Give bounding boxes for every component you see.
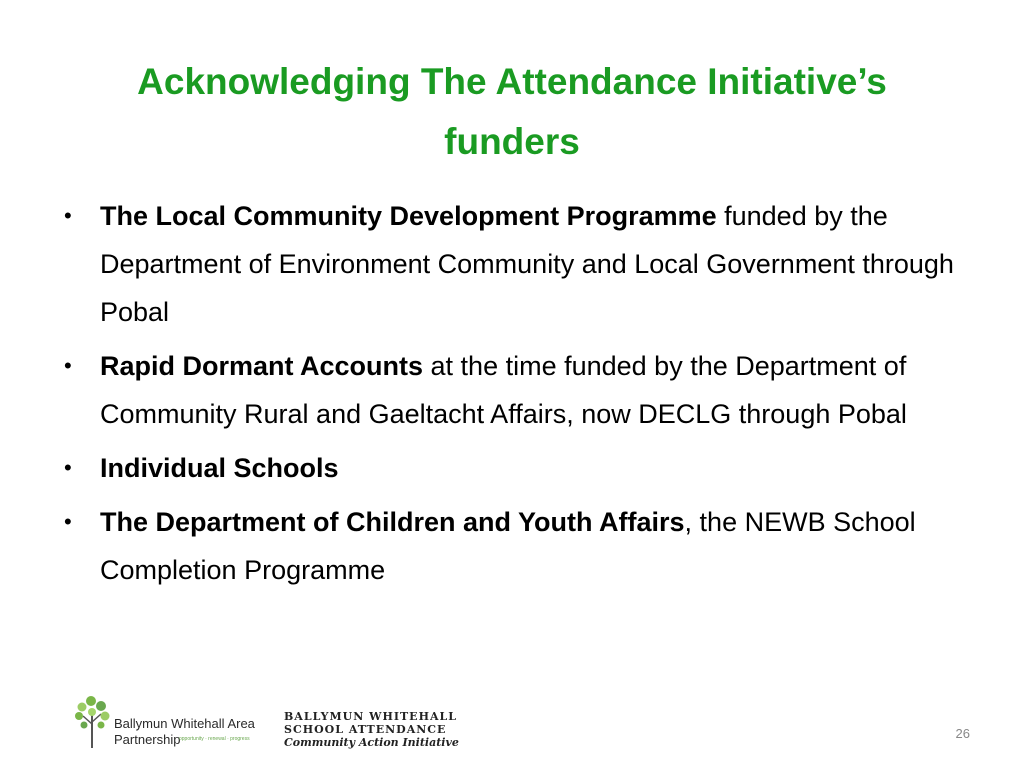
bullet-bold-text: Rapid Dormant Accounts (100, 351, 424, 381)
bullet-icon: • (64, 353, 72, 378)
attendance-logo-line2: SCHOOL ATTENDANCE (284, 723, 447, 736)
list-item (60, 192, 970, 336)
bullet-bold-text: The Local Community Development Programme (100, 201, 717, 231)
school-attendance-logo (284, 710, 464, 754)
list-item (60, 498, 970, 594)
partnership-logo (74, 694, 264, 750)
attendance-logo-line3: Community Action Initiative (284, 736, 459, 749)
tree-icon (74, 694, 114, 750)
attendance-logo-line1: BALLYMUN WHITEHALL (284, 710, 457, 723)
bullet-list (60, 192, 970, 600)
bullet-text: at the time funded by the Department of Community Rural and Gaeltacht Affairs, now DECLG through Pobal (100, 351, 907, 429)
bullet-icon: • (64, 203, 72, 228)
partnership-tagline: opportunity · renewal · progress (179, 736, 250, 742)
slide-title: Acknowledging The Attendance Initiative’s funders (137, 61, 887, 162)
partnership-name-line2: Partnership (114, 732, 181, 747)
bullet-bold-text: The Department of Children and Youth Affairs (100, 507, 685, 537)
list-item (60, 444, 970, 492)
list-item (60, 342, 970, 438)
page-number: 26 (955, 726, 970, 741)
bullet-icon: • (64, 455, 72, 480)
bullet-text: funded by the Department of Environment Community and Local Government through Pobal (100, 201, 954, 327)
partnership-name-line1: Ballymun Whitehall Area (114, 716, 255, 731)
bullet-text: , the NEWB School Completion Programme (100, 507, 916, 585)
bullet-icon: • (64, 509, 72, 534)
bullet-bold-text: Individual Schools (100, 453, 339, 483)
